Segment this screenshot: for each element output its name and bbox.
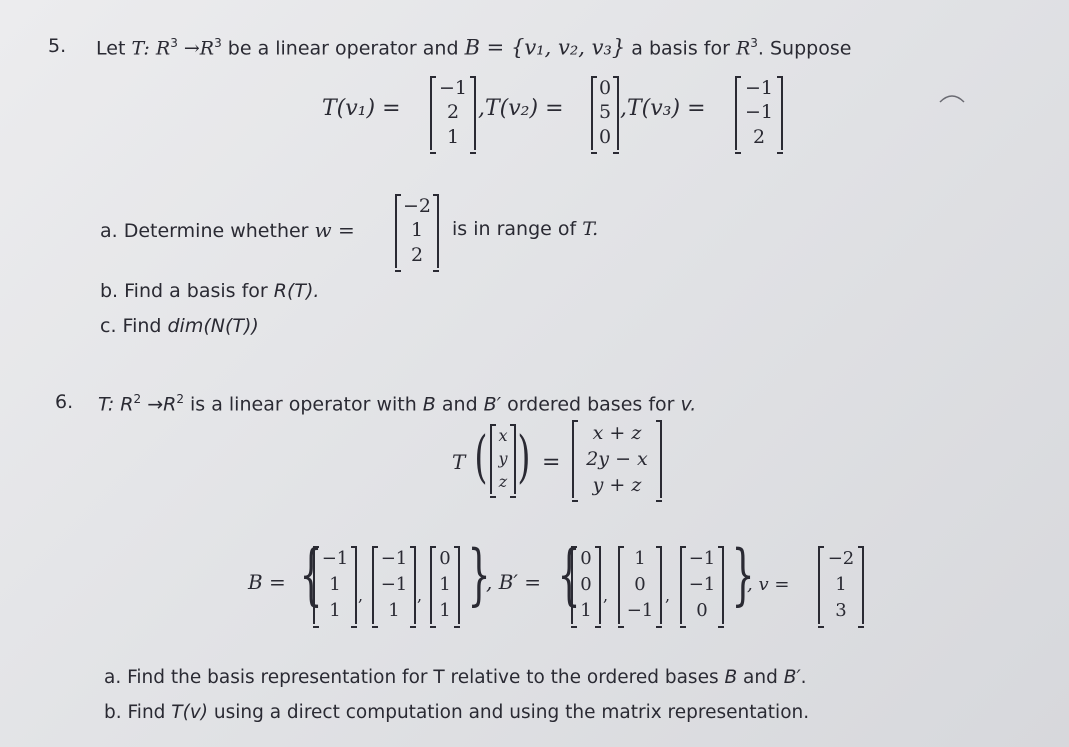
problem-5a-text bbox=[100, 220, 355, 241]
vector-entry: −1 bbox=[321, 548, 349, 569]
vector-entry: −1 bbox=[688, 574, 716, 595]
input-vector bbox=[490, 424, 516, 494]
vector-entry: 1 bbox=[439, 600, 451, 621]
intro-text: ordered bases for bbox=[501, 393, 681, 416]
comma: , bbox=[603, 586, 609, 605]
Tv3-vector bbox=[735, 76, 783, 150]
problem-6a-text bbox=[104, 669, 807, 688]
vector-entry: 1 bbox=[439, 574, 451, 595]
problem-6-number: 6. bbox=[55, 391, 74, 413]
left-set-brace-B: { bbox=[299, 536, 323, 613]
problem-5b-text bbox=[100, 282, 319, 301]
vector-entry: x bbox=[498, 425, 508, 445]
v-label: , v = bbox=[747, 574, 790, 595]
operator-symbol: T. bbox=[582, 218, 599, 240]
vector-entry: −1 bbox=[438, 76, 467, 99]
vector-entry: 2 bbox=[410, 244, 424, 267]
Bprime-vector-3 bbox=[680, 546, 724, 624]
vector-entry: 2 bbox=[752, 126, 766, 149]
superscript: 2 bbox=[133, 392, 142, 406]
range-symbol: R(T). bbox=[273, 280, 320, 302]
problem-5c-text bbox=[100, 317, 259, 336]
basis-symbol: B bbox=[724, 667, 738, 688]
question-text: b. Find bbox=[104, 702, 172, 723]
vector-entry: 1 bbox=[329, 574, 341, 595]
vector-entry: 0 bbox=[598, 76, 612, 99]
Bprime-vector-2 bbox=[618, 546, 662, 624]
pen-mark bbox=[938, 92, 968, 106]
vector-entry: −1 bbox=[380, 574, 408, 595]
vector-entry: 3 bbox=[835, 600, 847, 621]
vector-entry: 5 bbox=[598, 101, 612, 124]
basis-symbol: B bbox=[422, 393, 436, 416]
vector-entry: 1 bbox=[634, 548, 646, 569]
vector-entry: y bbox=[498, 448, 508, 468]
B-vector-2 bbox=[372, 546, 416, 624]
Bprime-vector-1 bbox=[571, 546, 601, 624]
vector-entry: 0 bbox=[580, 574, 592, 595]
problem-6-statement bbox=[98, 393, 696, 414]
intro-text: be a linear operator and bbox=[221, 37, 465, 60]
intro-text: Let bbox=[96, 37, 132, 60]
B-vector-1 bbox=[313, 546, 357, 624]
vector-entry: −1 bbox=[744, 101, 773, 124]
basis-symbol: B′ bbox=[783, 667, 801, 688]
output-vector bbox=[572, 420, 662, 498]
problem-5a-tail bbox=[452, 220, 598, 239]
vector-entry: 0 bbox=[580, 548, 592, 569]
T-operator-label: T bbox=[452, 450, 466, 474]
intro-text: is a linear operator with bbox=[183, 393, 423, 416]
superscript: 3 bbox=[750, 36, 758, 50]
problem-5-statement bbox=[96, 37, 851, 58]
vector-entry: z bbox=[498, 472, 508, 492]
vector-entry: y + z bbox=[592, 473, 642, 496]
equals-sign: = bbox=[542, 450, 561, 475]
vector-entry: x + z bbox=[592, 421, 642, 444]
nullity-symbol: dim(N(T)) bbox=[167, 315, 259, 337]
left-paren: ( bbox=[474, 425, 488, 490]
operator-symbol: T: R bbox=[131, 37, 171, 60]
right-set-brace-B: } bbox=[467, 536, 491, 613]
vector-entry: 0 bbox=[634, 574, 646, 595]
arrow-text: →R bbox=[177, 37, 215, 60]
operator-symbol: T: R bbox=[98, 393, 134, 416]
vector-entry: −1 bbox=[626, 600, 654, 621]
question-text: . bbox=[800, 667, 807, 688]
Tv-symbol: T(v) bbox=[171, 702, 208, 723]
question-text: b. Find a basis for bbox=[100, 280, 274, 302]
vector-entry: 2 bbox=[446, 101, 460, 124]
basis-definition: B = {v₁, v₂, v₃} bbox=[464, 35, 626, 60]
vector-w-label: w = bbox=[314, 218, 355, 242]
vector-entry: −1 bbox=[688, 548, 716, 569]
vector-entry: 1 bbox=[835, 574, 847, 595]
vector-entry: 1 bbox=[410, 219, 424, 242]
vector-entry: 0 bbox=[696, 600, 708, 621]
vector-entry: −2 bbox=[402, 194, 431, 217]
vector-entry: 1 bbox=[446, 126, 460, 149]
right-set-brace-Bprime: } bbox=[731, 536, 755, 613]
vector-entry: 0 bbox=[598, 126, 612, 149]
comma: , bbox=[358, 586, 364, 605]
Tv3-label: ,T(v₃) = bbox=[620, 96, 706, 121]
Tv1-label: T(v₁) = bbox=[322, 96, 401, 121]
question-text: a. Find the basis representation for T relative to the ordered bases bbox=[104, 667, 725, 688]
B-label: B = bbox=[248, 570, 286, 594]
question-text: c. Find bbox=[100, 315, 168, 337]
right-paren: ) bbox=[517, 425, 531, 490]
arrow-text: →R bbox=[141, 393, 177, 416]
vector-entry: 2y − x bbox=[586, 447, 648, 470]
vector-entry: 1 bbox=[580, 600, 592, 621]
vector-w bbox=[395, 194, 439, 268]
comma: , bbox=[417, 586, 423, 605]
vector-entry: −1 bbox=[744, 76, 773, 99]
question-text: and bbox=[737, 667, 784, 688]
question-text: using a direct computation and using the matrix representation. bbox=[207, 702, 810, 723]
intro-text: and bbox=[435, 393, 484, 416]
vector-v bbox=[818, 546, 864, 624]
question-text: is in range of bbox=[452, 218, 583, 240]
left-set-brace-Bprime: { bbox=[557, 536, 581, 613]
comma: , bbox=[665, 586, 671, 605]
Tv1-vector bbox=[430, 76, 476, 150]
superscript: 3 bbox=[170, 36, 178, 50]
B-vector-3 bbox=[430, 546, 460, 624]
Tv2-label: ,T(v₂) = bbox=[478, 96, 564, 121]
vector-entry: −2 bbox=[827, 548, 855, 569]
superscript: 2 bbox=[176, 392, 184, 406]
space-symbol: v. bbox=[680, 393, 697, 416]
vector-entry: 0 bbox=[439, 548, 451, 569]
superscript: 3 bbox=[214, 36, 222, 50]
vector-entry: 1 bbox=[388, 600, 400, 621]
problem-5-number: 5. bbox=[48, 35, 67, 57]
Tv2-vector bbox=[591, 76, 619, 150]
intro-text: . Suppose bbox=[757, 37, 852, 60]
space-symbol: R bbox=[735, 37, 751, 60]
Bprime-label: , B′ = bbox=[486, 570, 542, 594]
basis-symbol: B′ bbox=[483, 393, 502, 416]
question-text: a. Determine whether bbox=[100, 220, 315, 242]
vector-entry: 1 bbox=[329, 600, 341, 621]
problem-6b-text bbox=[104, 704, 809, 723]
vector-entry: −1 bbox=[380, 548, 408, 569]
intro-text: a basis for bbox=[625, 37, 736, 60]
